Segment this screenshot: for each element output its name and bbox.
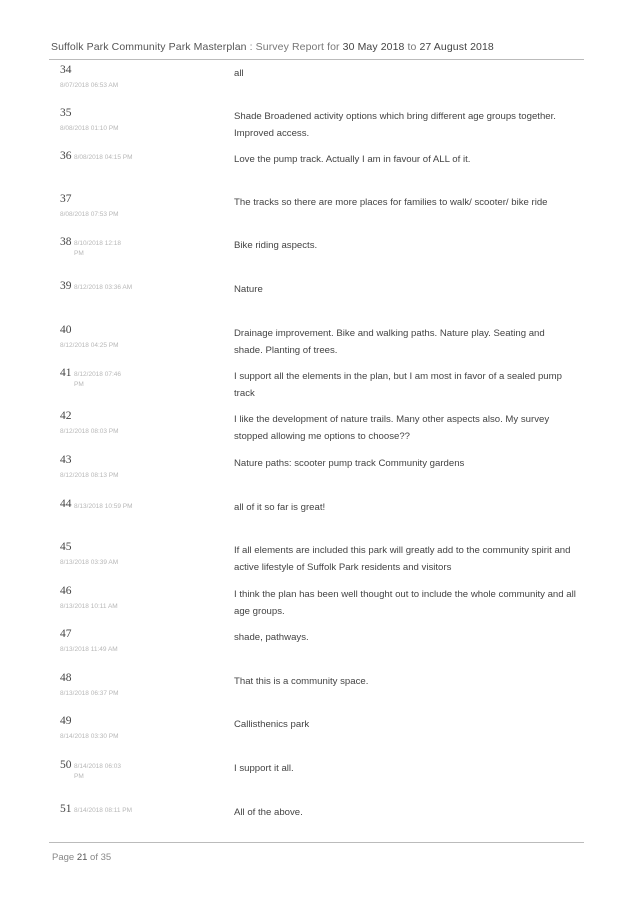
response-date: 8/14/2018 03:30 PM xyxy=(60,733,119,740)
response-text: Nature paths: scooter pump track Community gardens xyxy=(234,458,465,469)
page-total: 35 xyxy=(100,852,112,863)
response-number: 48 xyxy=(60,672,72,684)
response-text: shade, pathways. xyxy=(234,632,309,643)
response-text: The tracks so there are more places for families to walk/ scooter/ bike ride xyxy=(234,197,548,208)
response-text: All of the above. xyxy=(234,807,303,818)
response-date: 8/13/2018 10:11 AM xyxy=(60,603,118,610)
response-date: 8/07/2018 06:53 AM xyxy=(60,82,119,89)
response-text: Drainage improvement. Bike and walking paths. Nature play. Seating and shade. Planting of trees. xyxy=(234,328,545,356)
response-date: 8/08/2018 07:53 PM xyxy=(60,211,119,218)
response-number: 44 xyxy=(60,498,72,510)
response-text: Callisthenics park xyxy=(234,719,310,730)
response-number: 39 xyxy=(60,280,72,292)
response-text: If all elements are included this park will greatly add to the community spirit and active lifestyle of Suffolk Park residents and visitors xyxy=(234,545,571,573)
response-text: I support all the elements in the plan, but I am most in favor of a sealed pump track xyxy=(234,371,562,399)
response-date: 8/12/2018 08:03 PM xyxy=(60,428,119,435)
response-text: Nature xyxy=(234,284,263,295)
page-label: Page xyxy=(52,852,77,863)
response-text: all xyxy=(234,68,244,79)
response-text: Bike riding aspects. xyxy=(234,240,318,251)
response-number: 49 xyxy=(60,715,72,727)
page-number: 21 xyxy=(76,852,88,863)
response-date: 8/08/2018 01:10 PM xyxy=(60,125,119,132)
response-date: 8/14/2018 08:11 PM xyxy=(74,807,133,814)
report-start-date: 30 May 2018 xyxy=(342,41,405,53)
response-date: 8/08/2018 04:15 PM xyxy=(74,154,133,161)
response-text: Shade Broadened activity options which bring different age groups together. Improved access. xyxy=(234,111,556,139)
response-text: I like the development of nature trails. Many other aspects also. My survey stopped allowing me options to choose?? xyxy=(234,414,550,442)
page-header xyxy=(51,41,494,53)
response-number: 43 xyxy=(60,454,72,466)
response-date: 8/12/2018 03:36 AM xyxy=(74,284,133,291)
response-text: Love the pump track. Actually I am in favour of ALL of it. xyxy=(234,154,471,165)
response-number: 37 xyxy=(60,193,72,205)
response-number: 50 xyxy=(60,759,72,771)
response-date: 8/13/2018 11:49 AM xyxy=(60,646,118,653)
report-title: Suffolk Park Community Park Masterplan xyxy=(51,41,247,53)
response-text: all of it so far is great! xyxy=(234,502,326,513)
report-end-date: 27 August 2018 xyxy=(419,41,494,53)
report-subtitle: : Survey Report for xyxy=(246,41,343,53)
response-date: 8/10/2018 12:18 PM xyxy=(74,240,121,257)
response-text: I support it all. xyxy=(234,763,294,774)
response-date: 8/13/2018 10:59 PM xyxy=(74,503,133,510)
page-footer xyxy=(52,852,111,863)
response-date: 8/13/2018 03:39 AM xyxy=(60,559,119,566)
response-number: 36 xyxy=(60,150,72,162)
response-date: 8/12/2018 07:46 PM xyxy=(74,371,121,388)
response-text: That this is a community space. xyxy=(234,676,369,687)
response-number: 40 xyxy=(60,324,72,336)
response-number: 47 xyxy=(60,628,72,640)
response-number: 51 xyxy=(60,803,72,815)
page-of: of xyxy=(87,852,101,863)
response-date: 8/13/2018 06:37 PM xyxy=(60,690,119,697)
response-text: I think the plan has been well thought out to include the whole community and all age groups. xyxy=(234,589,576,617)
response-number: 41 xyxy=(60,367,72,379)
response-date: 8/14/2018 06:03 PM xyxy=(74,763,121,780)
footer-divider xyxy=(49,842,584,843)
header-divider xyxy=(49,59,584,60)
response-number: 35 xyxy=(60,107,72,119)
report-date-separator: to xyxy=(404,41,420,53)
response-number: 38 xyxy=(60,236,72,248)
response-number: 45 xyxy=(60,541,72,553)
response-number: 34 xyxy=(60,64,72,76)
response-date: 8/12/2018 04:25 PM xyxy=(60,342,119,349)
response-number: 46 xyxy=(60,585,72,597)
response-date: 8/12/2018 08:13 PM xyxy=(60,472,119,479)
response-number: 42 xyxy=(60,410,72,422)
